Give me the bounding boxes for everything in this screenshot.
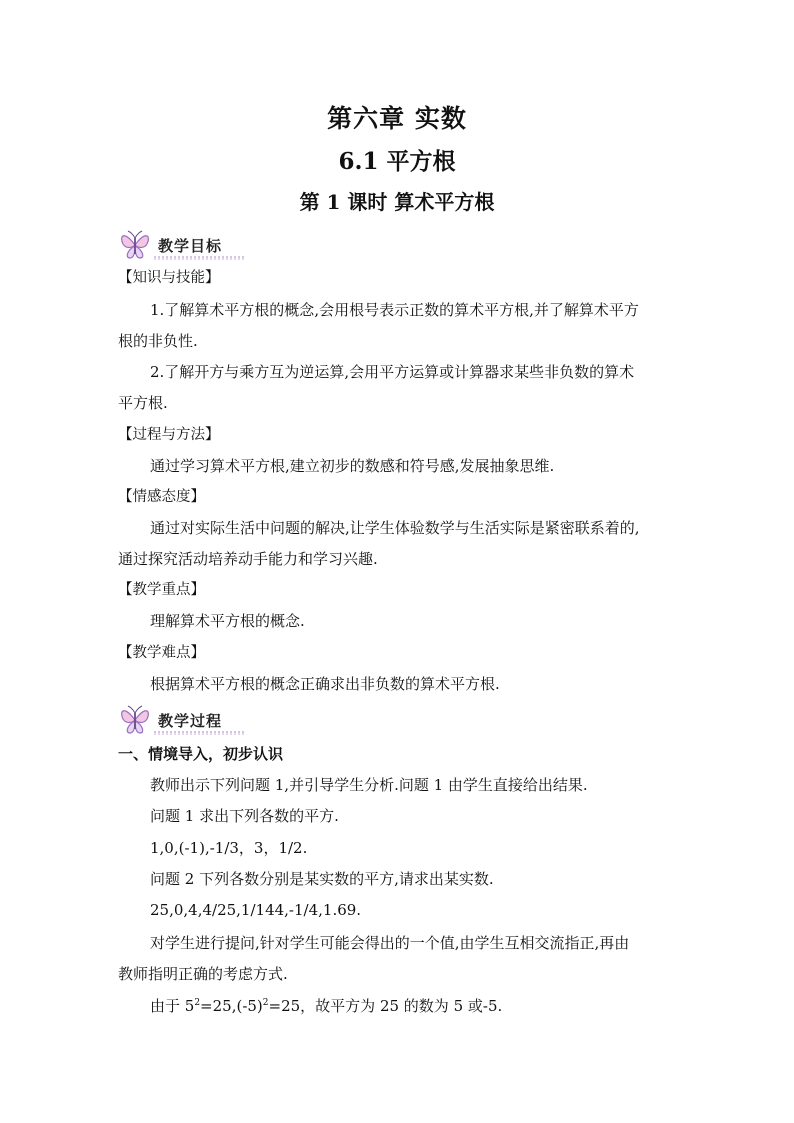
lesson-title: 第 1 课时 算术平方根: [299, 190, 495, 214]
exponent: 2: [194, 998, 201, 1008]
difficulties-heading: 【教学难点】: [118, 645, 205, 661]
goal-text: 2.了解开方与乘方互为逆运算,会用平方运算或计算器求某些非负数的算术: [150, 363, 635, 381]
goal-text: 通过对实际生活中问题的解决,让学生体验数学与生活实际是紧密联系着的,: [150, 519, 640, 537]
goal-text: 通过学习算术平方根,建立初步的数感和符号感,发展抽象思维.: [150, 457, 555, 475]
chapter-title: 第六章 实数: [327, 104, 467, 133]
teaching-goals-label: 教学目标: [158, 237, 223, 255]
teaching-process-label: 教学过程: [158, 712, 223, 730]
number-list-2: 25,0,4,4/25,1/144,-1/4,1.69.: [150, 901, 362, 919]
example-text: =25,(-5): [200, 997, 263, 1015]
square-example: [150, 996, 502, 1016]
process-text: 教师出示下列问题 1,并引导学生分析.问题 1 由学生直接给出结果.: [150, 776, 588, 794]
goal-text: 根的非负性.: [118, 332, 198, 350]
process-text: 对学生进行提问,针对学生可能会得出的一个值,由学生互相交流指正,再由: [150, 934, 630, 952]
attitude-heading: 【情感态度】: [118, 489, 205, 505]
example-text: =25，故平方为 25 的数为 5 或-5.: [268, 997, 503, 1015]
exponent: 2: [262, 998, 269, 1008]
teaching-goals-banner: [118, 228, 248, 262]
goal-text: 理解算术平方根的概念.: [150, 612, 305, 630]
process-method-heading: 【过程与方法】: [118, 427, 220, 443]
question-2: 问题 2 下列各数分别是某实数的平方,请求出某实数.: [150, 870, 494, 888]
section-title: 6.1 平方根: [338, 148, 456, 175]
goal-text: 根据算术平方根的概念正确求出非负数的算术平方根.: [150, 675, 500, 693]
number-list-1: 1,0,(-1),-1/3，3，1/2.: [150, 839, 308, 857]
question-1: 问题 1 求出下列各数的平方.: [150, 807, 339, 825]
key-points-heading: 【教学重点】: [118, 582, 205, 598]
teaching-process-banner: [118, 703, 248, 737]
example-text: 由于 5: [150, 997, 195, 1015]
process-text: 教师指明正确的考虑方式.: [118, 965, 288, 983]
goal-text: 通过探究活动培养动手能力和学习兴趣.: [118, 550, 378, 568]
knowledge-skills-heading: 【知识与技能】: [118, 270, 220, 286]
goal-text: 平方根.: [118, 394, 168, 412]
goal-text: 1.了解算术平方根的概念,会用根号表示正数的算术平方根,并了解算术平方: [150, 301, 639, 319]
part1-title: 一、情境导入，初步认识: [118, 745, 284, 763]
